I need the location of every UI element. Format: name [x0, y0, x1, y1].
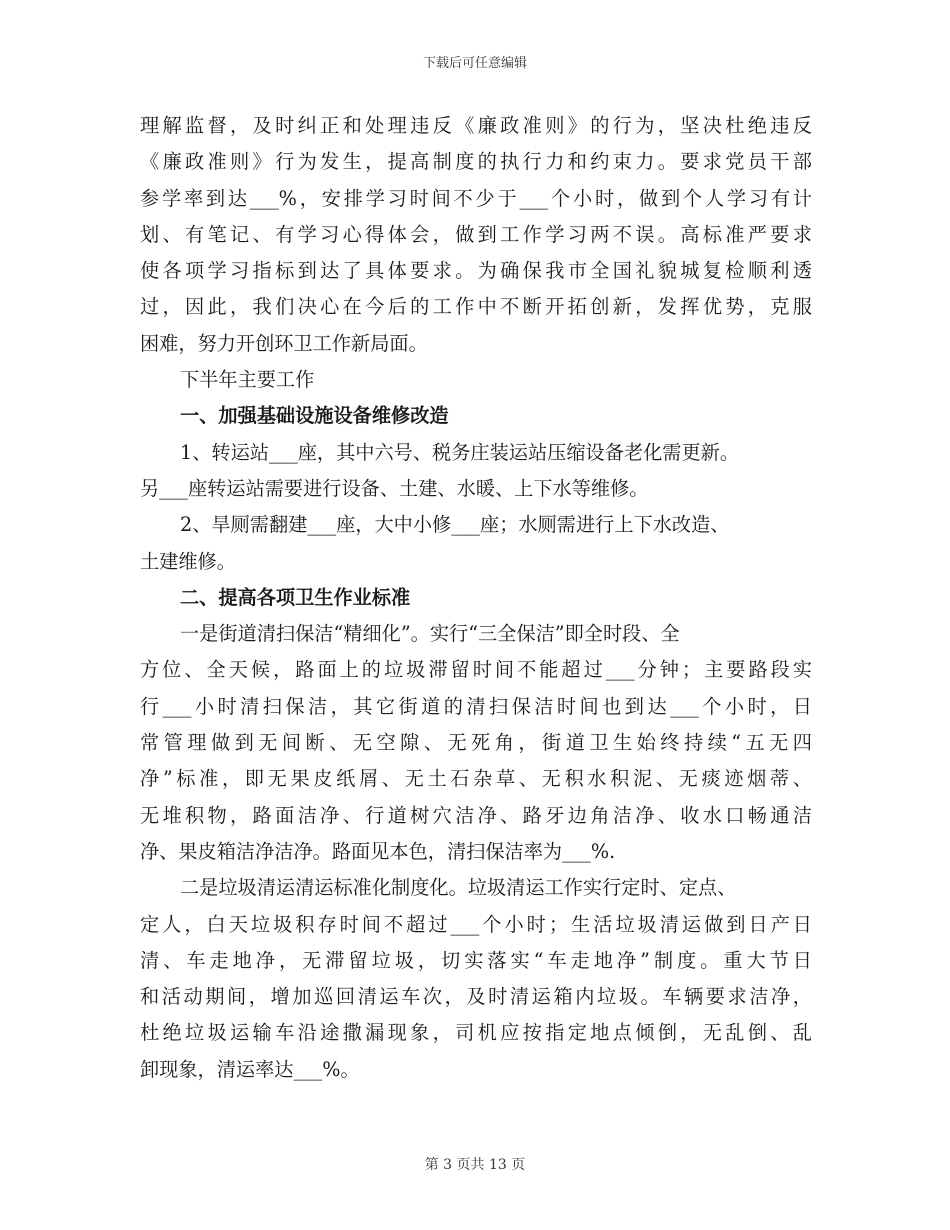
page-number: 第 3 页共 13 页	[424, 1157, 526, 1173]
document-body	[140, 108, 812, 1088]
text-line: 二是垃圾清运清运标准化制度化。垃圾清运工作实行定时、定点、	[180, 876, 737, 900]
text-line: 另___座转运站需要进行设备、土建、水暖、上下水等维修。	[140, 476, 649, 500]
text-line: 2、旱厕需翻建___座，大中小修___座；水厕需进行上下水改造、	[180, 513, 730, 537]
text-line: 清、车走地净，无滞留垃圾，切实落实“车走地净”制度。重大节日	[140, 948, 812, 972]
text-line: 《廉政准则》行为发生，提高制度的执行力和约束力。要求党员干部	[140, 150, 812, 174]
text-line: 一是街道清扫保洁“精细化”。实行“三全保洁”即全时段、全	[180, 622, 680, 646]
text-line: 使各项学习指标到达了具体要求。为确保我市全国礼貌城复检顺利透	[140, 259, 812, 283]
text-line: 1、转运站___座，其中六号、税务庄装运站压缩设备老化需更新。	[180, 440, 740, 464]
text-line: 净”标准，即无果皮纸屑、无土石杂草、无积水积泥、无痰迹烟蒂、	[140, 767, 812, 791]
text-line: 过，因此，我们决心在今后的工作中不断开拓创新，发挥优势，克服	[140, 295, 812, 319]
text-line: 无堆积物，路面洁净、行道树穴洁净、路牙边角洁净、收水口畅通洁	[140, 803, 812, 827]
text-line: 方位、全天候，路面上的垃圾滞留时间不能超过___分钟；主要路段实	[140, 658, 812, 682]
text-line: 定人，白天垃圾积存时间不超过___个小时；生活垃圾清运做到日产日	[140, 912, 812, 936]
text-line: 理解监督，及时纠正和处理违反《廉政准则》的行为，坚决杜绝违反	[140, 114, 812, 137]
text-line: 困难，努力开创环卫工作新局面。	[140, 331, 428, 355]
text-line: 净、果皮箱洁净洁净。路面见本色，清扫保洁率为___%.	[140, 839, 616, 863]
text-line: 行___小时清扫保洁，其它街道的清扫保洁时间也到达___个小时，日	[140, 694, 812, 718]
text-line: 杜绝垃圾运输车沿途撒漏现象，司机应按指定地点倾倒，无乱倒、乱	[140, 1021, 812, 1045]
text-line: 划、有笔记、有学习心得体会，做到工作学习两不误。高标准严要求	[140, 222, 812, 246]
text-line: 和活动期间，增加巡回清运车次，及时清运箱内垃圾。车辆要求洁净，	[140, 985, 812, 1009]
text-line: 卸现象，清运率达___%。	[140, 1057, 360, 1081]
page-header: 下载后可任意编辑	[422, 56, 527, 71]
section-heading: 一、加强基础设施设备维修改造	[180, 404, 449, 428]
text-line: 参学率到达___%，安排学习时间不少于___个小时，做到个人学习有计	[140, 186, 812, 210]
text-line: 常管理做到无间断、无空隙、无死角，街道卫生始终持续“五无四	[140, 731, 812, 755]
text-line: 下半年主要工作	[180, 368, 315, 392]
text-line: 土建维修。	[140, 549, 236, 573]
section-heading: 二、提高各项卫生作业标准	[180, 585, 411, 609]
